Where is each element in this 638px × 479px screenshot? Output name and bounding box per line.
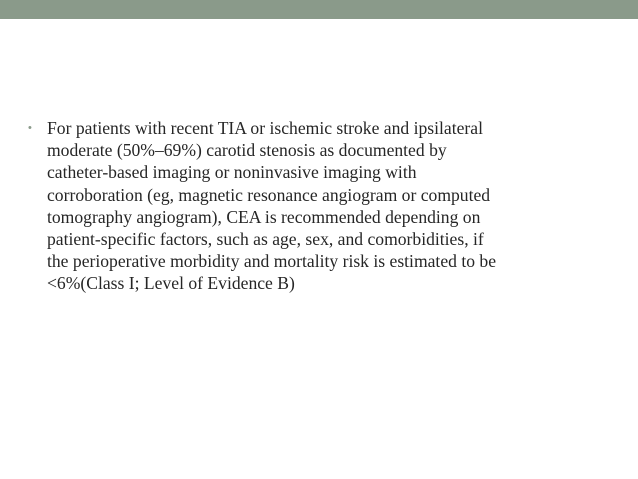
bullet-text-line-6: patient-specific factors, such as age, sex, and comorbidities, if — [47, 229, 484, 250]
top-accent-bar — [0, 0, 638, 19]
bullet-text-line-8: <6%(Class I; Level of Evidence B) — [47, 273, 295, 294]
bullet-text-line-3: catheter-based imaging or noninvasive imaging with — [47, 162, 417, 183]
slide-content — [28, 117, 603, 295]
bullet-text-line-4: corroboration (eg, magnetic resonance angiogram or computed — [47, 184, 491, 205]
bullet-text-line-7: the perioperative morbidity and mortality risk is estimated to be — [47, 251, 497, 272]
bullet-text-line-2: moderate (50%–69%) carotid stenosis as documented by — [47, 140, 447, 161]
bullet-text-line-5: tomography angiogram), CEA is recommended depending on — [47, 206, 481, 227]
bullet-icon: • — [28, 122, 32, 134]
bullet-item — [28, 117, 603, 295]
bullet-text-line-1: For patients with recent TIA or ischemic stroke and ipsilateral — [47, 118, 483, 138]
